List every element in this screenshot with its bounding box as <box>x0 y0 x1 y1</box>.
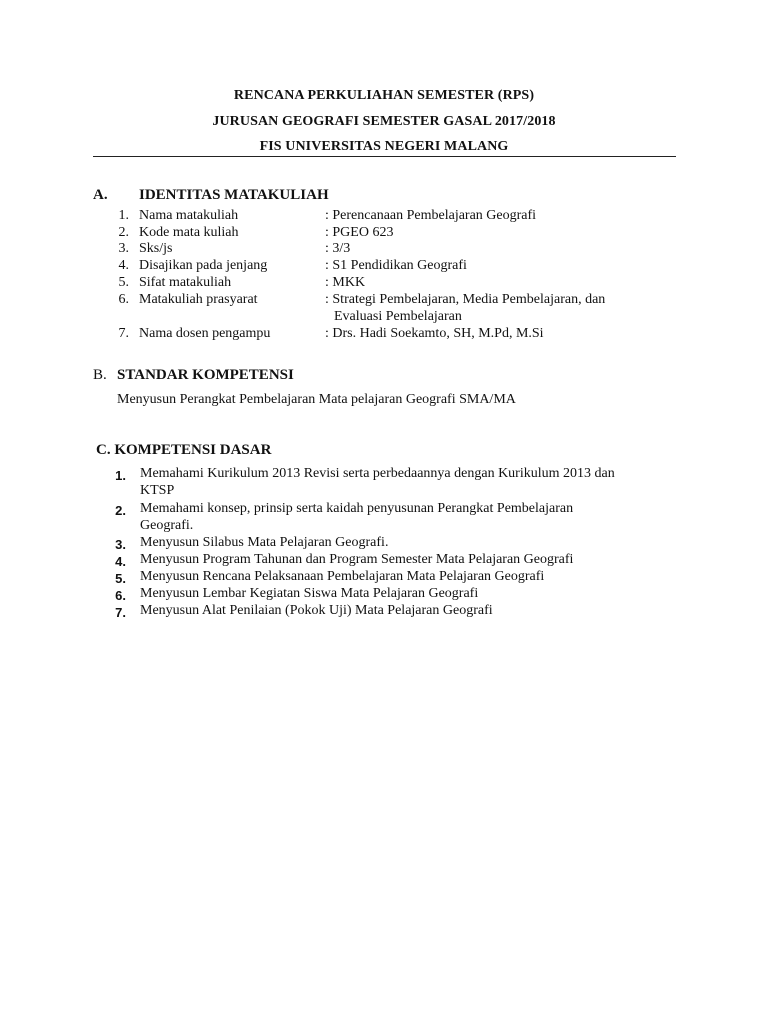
faculty-university-heading: FIS UNIVERSITAS NEGERI MALANG <box>259 139 509 154</box>
list-item: Menyusun Alat Penilaian (Pokok Uji) Mata Pelajaran Geografi <box>140 603 493 618</box>
header-divider <box>93 156 676 157</box>
list-item-number: 6. <box>115 588 126 603</box>
identity-row-value-continued: Evaluasi Pembelajaran <box>334 309 462 324</box>
list-item-number: 5. <box>115 571 126 586</box>
section-c-title: C. KOMPETENSI DASAR <box>96 442 272 458</box>
list-item: Menyusun Silabus Mata Pelajaran Geografi. <box>140 535 389 550</box>
identity-row-number: 3. <box>118 241 129 256</box>
section-b-letter: B. <box>93 367 107 383</box>
competency-standard-text: Menyusun Perangkat Pembelajaran Mata pelajaran Geografi SMA/MA <box>117 392 516 407</box>
identity-row-label: Sifat matakuliah <box>139 275 232 290</box>
section-b-title: STANDAR KOMPETENSI <box>117 367 294 383</box>
identity-row-value: : Perencanaan Pembelajaran Geografi <box>325 208 537 223</box>
section-a-title: IDENTITAS MATAKULIAH <box>139 187 329 203</box>
identity-row-value: : PGEO 623 <box>325 225 394 240</box>
identity-row-label: Sks/js <box>139 241 173 256</box>
list-item-continued: KTSP <box>140 483 175 498</box>
identity-row-number: 4. <box>118 258 129 273</box>
section-a-letter: A. <box>93 187 108 203</box>
identity-row-value: : 3/3 <box>325 241 351 256</box>
list-item-number: 3. <box>115 537 126 552</box>
identity-row-label: Matakuliah prasyarat <box>139 292 258 307</box>
list-item-number: 7. <box>115 605 126 620</box>
list-item-number: 2. <box>115 503 126 518</box>
identity-row-label: Disajikan pada jenjang <box>139 258 268 273</box>
list-item: Memahami Kurikulum 2013 Revisi serta perbedaannya dengan Kurikulum 2013 dan <box>140 466 615 481</box>
identity-row-value: : Drs. Hadi Soekamto, SH, M.Pd, M.Si <box>325 326 544 341</box>
identity-row-number: 6. <box>118 292 129 307</box>
list-item: Menyusun Rencana Pelaksanaan Pembelajaran Mata Pelajaran Geografi <box>140 569 545 584</box>
identity-row-number: 1. <box>118 208 129 223</box>
list-item: Menyusun Lembar Kegiatan Siswa Mata Pelajaran Geografi <box>140 586 479 601</box>
identity-row-value: : MKK <box>325 275 366 290</box>
list-item-continued: Geografi. <box>140 518 194 533</box>
identity-row-number: 7. <box>118 326 129 341</box>
identity-row-label: Kode mata kuliah <box>139 225 239 240</box>
list-item-number: 4. <box>115 554 126 569</box>
identity-row-number: 2. <box>118 225 129 240</box>
list-item: Menyusun Program Tahunan dan Program Semester Mata Pelajaran Geografi <box>140 552 574 567</box>
identity-row-label: Nama matakuliah <box>139 208 239 223</box>
list-item: Memahami konsep, prinsip serta kaidah penyusunan Perangkat Pembelajaran <box>140 501 574 516</box>
department-semester-heading: JURUSAN GEOGRAFI SEMESTER GASAL 2017/2018 <box>212 114 556 129</box>
identity-row-label: Nama dosen pengampu <box>139 326 271 341</box>
identity-row-number: 5. <box>118 275 129 290</box>
document-title: RENCANA PERKULIAHAN SEMESTER (RPS) <box>233 88 535 103</box>
identity-row-value: : S1 Pendidikan Geografi <box>325 258 467 273</box>
identity-row-value: : Strategi Pembelajaran, Media Pembelajaran, dan <box>325 292 606 307</box>
list-item-number: 1. <box>115 468 126 483</box>
